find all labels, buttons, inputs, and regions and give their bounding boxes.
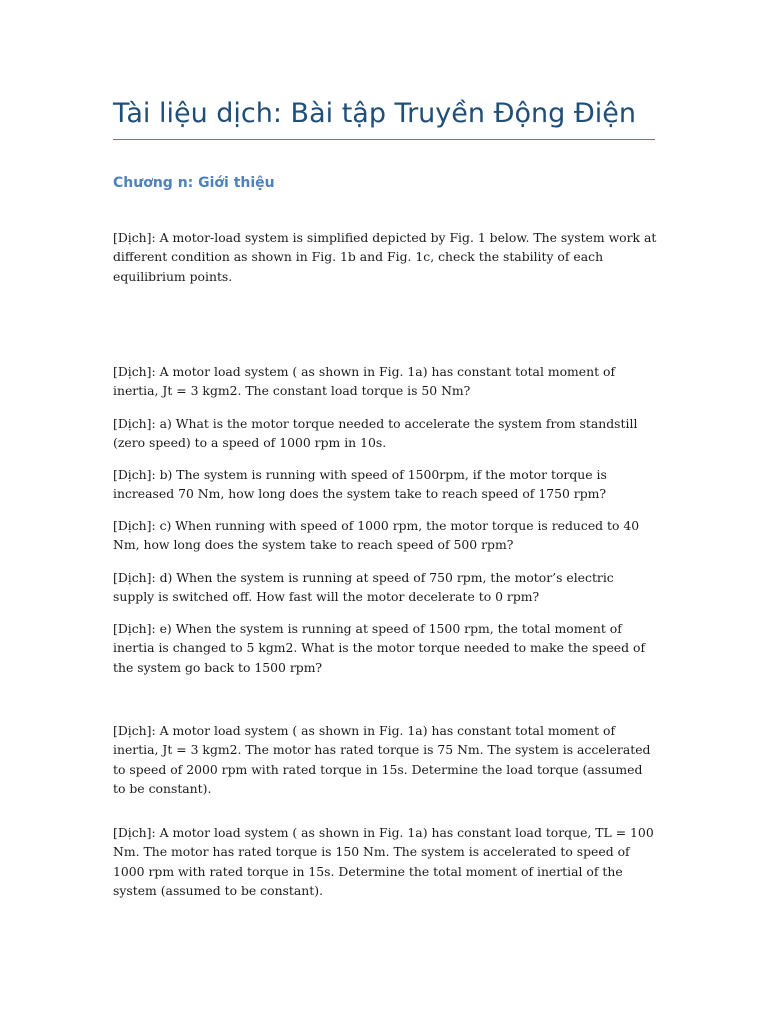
paragraph-load-torque: [Dịch]: A motor load system ( as shown in Fig. 1a) has constant total moment of inertia, Jt = 3 kgm2. The motor has rated torque is 75 Nm. The system is accelerated to speed of 2000 rpm with rated torque in 15s. Determine the load torque (assumed to be constant). xyxy=(113,723,651,797)
paragraph-moment-of-inertia: [Dịch]: A motor load system ( as shown in Fig. 1a) has constant load torque, TL = 100 Nm. The motor has rated torque is 150 Nm. The system is accelerated to speed of 1000 rpm with rated torque in 15s. Determine the total moment of inertial of the system (assumed to be constant). xyxy=(113,825,654,899)
paragraph-question-b: [Dịch]: b) The system is running with speed of 1500rpm, if the motor torque is increased 70 Nm, how long does the system take to reach speed of 1750 rpm? xyxy=(113,467,607,502)
paragraph-question-a: [Dịch]: a) What is the motor torque needed to accelerate the system from standstill (zero speed) to a speed of 1000 rpm in 10s. xyxy=(113,416,638,451)
chapter-heading: Chương n: Giới thiệu xyxy=(113,175,275,191)
paragraph-question-c: [Dịch]: c) When running with speed of 1000 rpm, the motor torque is reduced to 40 Nm, how long does the system take to reach speed of 500 rpm? xyxy=(113,518,640,553)
document-title: Tài liệu dịch: Bài tập Truyền Động Điện xyxy=(113,98,637,129)
paragraph-system-inertia: [Dịch]: A motor load system ( as shown in Fig. 1a) has constant total moment of inertia, Jt = 3 kgm2. The constant load torque is 50 Nm? xyxy=(113,364,616,399)
paragraph-question-e: [Dịch]: e) When the system is running at speed of 1500 rpm, the total moment of inertia is changed to 5 kgm2. What is the motor torque needed to make the speed of the system go back to 1500 rpm? xyxy=(113,621,646,675)
paragraph-stability: [Dịch]: A motor-load system is simplified depicted by Fig. 1 below. The system work at different condition as shown in Fig. 1b and Fig. 1c, check the stability of each equilibrium points. xyxy=(113,230,657,284)
title-underline xyxy=(113,139,655,140)
paragraph-question-d: [Dịch]: d) When the system is running at speed of 750 rpm, the motor’s electric supply is switched off. How fast will the motor decelerate to 0 rpm? xyxy=(113,570,614,605)
